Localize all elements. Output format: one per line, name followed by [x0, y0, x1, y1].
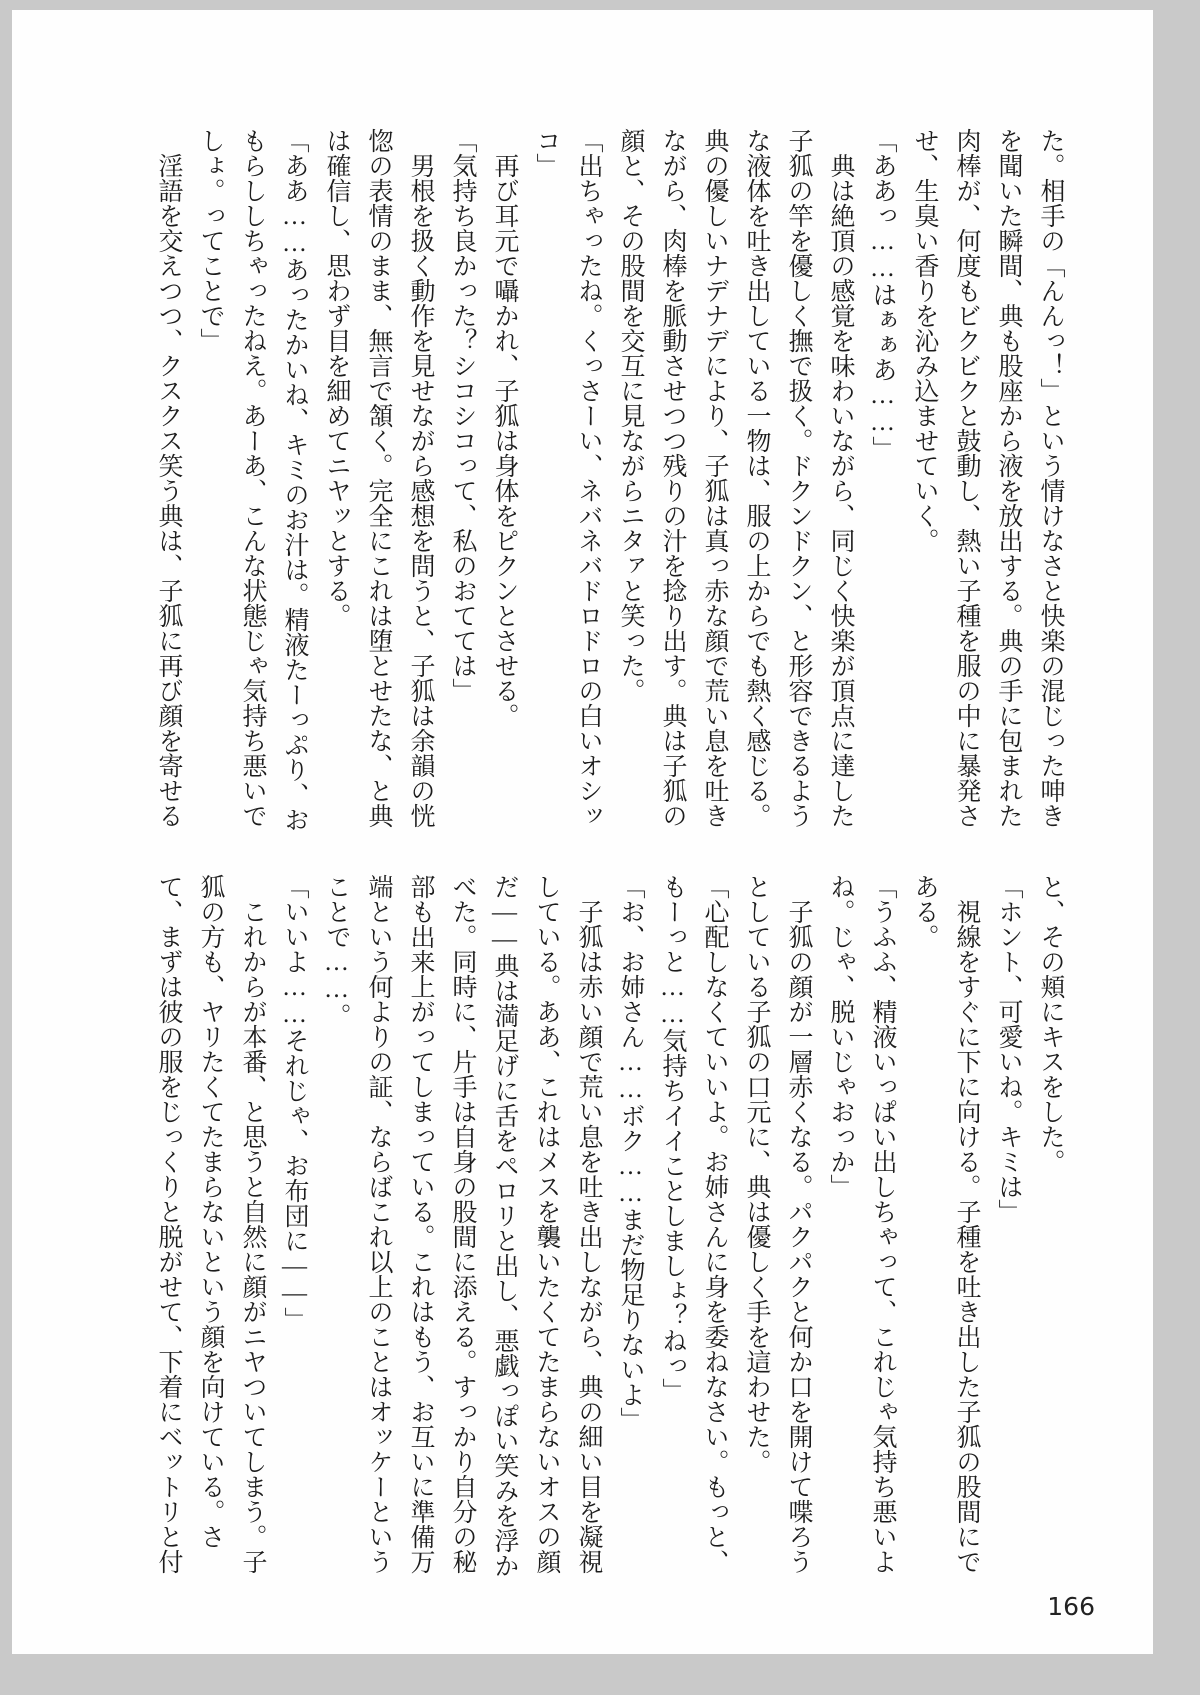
text-column: 狐の方も、ヤリたくてたまらないという顔を向けている。さ — [197, 874, 224, 1549]
text-column: 「お、お姉さん……ボク……まだ物足りないよ」 — [617, 874, 644, 1432]
text-column: 「ああっ……はぁぁあ……」 — [869, 128, 896, 461]
text-column: な液体を吐き出している一物は、服の上からでも熱く感じる。 — [743, 128, 770, 828]
text-column: している。ああ、これはメスを襲いたくてたまらないオスの顔 — [533, 874, 560, 1574]
text-column: 「うふふ、精液いっぱい出しちゃって、これじゃ気持ち悪いよ — [869, 874, 896, 1574]
page-number: 166 — [1047, 1592, 1095, 1621]
text-column: 視線をすぐに下に向ける。子種を吐き出した子狐の股間にで — [953, 874, 980, 1574]
text-column: 再び耳元で囁かれ、子狐は身体をピクンとさせる。 — [491, 128, 518, 728]
text-column: 男根を扱く動作を見せながら感想を問うと、子狐は余韻の恍 — [407, 128, 434, 828]
text-column: た。相手の「んんっ！」という情けなさと快楽の混じった呻き — [1037, 128, 1064, 828]
text-column: コ」 — [533, 128, 560, 178]
text-column: ある。 — [911, 874, 938, 949]
text-column: は確信し、思わず目を細めてニヤッとする。 — [323, 128, 350, 628]
text-column: しょ。ってことで」 — [197, 128, 224, 353]
text-column: ことで……。 — [323, 874, 350, 1028]
text-column: 淫語を交えつつ、クスクス笑う典は、子狐に再び顔を寄せる — [155, 128, 182, 828]
text-column: ね。じゃ、脱いじゃおっか」 — [827, 874, 854, 1199]
bottom-text-block — [147, 874, 1071, 1586]
text-column: としている子狐の口元に、典は優しく手を這わせた。 — [743, 874, 770, 1474]
text-column: 「いいよ……それじゃ、お布団に――」 — [281, 874, 308, 1332]
text-column: 「気持ち良かった？シコシコって、私のおてては」 — [449, 128, 476, 703]
text-column: もーっと……気持ちイイことしましょ？ねっ」 — [659, 874, 686, 1403]
text-column: 部も出来上がってしまっている。これはもう、お互いに準備万 — [407, 874, 434, 1574]
text-column: もらししちゃったねえ。あーあ、こんな状態じゃ気持ち悪いで — [239, 128, 266, 828]
text-column: を聞いた瞬間、典も股座から液を放出する。典の手に包まれた — [995, 128, 1022, 828]
text-column: 子狐の顔が一層赤くなる。パクパクと何か口を開けて喋ろう — [785, 874, 812, 1574]
text-column: せ、生臭い香りを沁み込ませていく。 — [911, 128, 938, 553]
book-page — [12, 10, 1153, 1654]
text-column: 肉棒が、何度もビクビクと鼓動し、熱い子種を服の中に暴発さ — [953, 128, 980, 828]
text-column: べた。同時に、片手は自身の股間に添える。すっかり自分の秘 — [449, 874, 476, 1574]
text-column: 子狐は赤い顔で荒い息を吐き出しながら、典の細い目を凝視 — [575, 874, 602, 1574]
text-column: て、まずは彼の服をじっくりと脱がせて、下着にベットリと付 — [155, 874, 182, 1574]
text-column: 惚の表情のまま、無言で頷く。完全にこれは堕とせたな、と典 — [365, 128, 392, 828]
text-column: ながら、肉棒を脈動させつつ残りの汁を捻り出す。典は子狐の — [659, 128, 686, 828]
text-column: 「出ちゃったね。くっさーい、ネバネバドロドロの白いオシッ — [575, 128, 602, 828]
text-column: 「心配しなくていいよ。お姉さんに身を委ねなさい。もっと、 — [701, 874, 728, 1574]
text-column: 顔と、その股間を交互に見ながらニタァと笑った。 — [617, 128, 644, 703]
text-column: と、その頬にキスをした。 — [1037, 874, 1064, 1174]
text-column: これからが本番、と思うと自然に顔がニヤついてしまう。子 — [239, 874, 266, 1574]
text-column: だ――典は満足げに舌をペロリと出し、悪戯っぽい笑みを浮か — [491, 874, 518, 1578]
text-column: 典の優しいナデナデにより、子狐は真っ赤な顔で荒い息を吐き — [701, 128, 728, 828]
text-column: 「ああ……あったかいね、キミのお汁は。精液たーっぷり、お — [281, 128, 308, 832]
text-column: 子狐の竿を優しく撫で扱く。ドクンドクン、と形容できるよう — [785, 128, 812, 828]
top-text-block — [147, 128, 1071, 834]
text-column: 端という何よりの証、ならばこれ以上のことはオッケーという — [365, 874, 392, 1574]
text-column: 「ホント、可愛いね。キミは」 — [995, 874, 1022, 1224]
text-column: 典は絶頂の感覚を味わいながら、同じく快楽が頂点に達した — [827, 128, 854, 828]
